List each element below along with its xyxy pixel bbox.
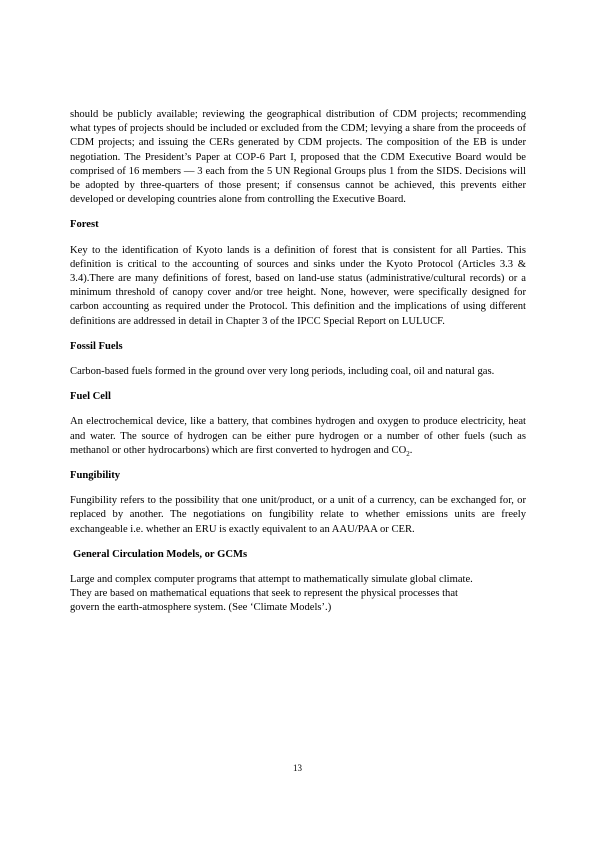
fungibility-definition: Fungibility refers to the possibility that one unit/product, or a unit of a currency, can be exchanged for, or replaced by another. The negotiations on fungibility relate to whether emissions units are freely exchangeable i.e. whether an ERU is exactly equivalent to an AAU/PAA or CER. [70, 495, 526, 535]
fuel-cell-definition [70, 415, 526, 458]
forest-heading: Forest [70, 219, 99, 231]
co2-subscript: 2 [406, 449, 410, 458]
fuel-cell-definition-end: . [409, 444, 413, 456]
fuel-cell-heading: Fuel Cell [70, 391, 111, 403]
gcm-heading: General Circulation Models, or GCMs [73, 548, 248, 560]
page-number: 13 [293, 763, 302, 773]
gcm-definition [70, 573, 526, 616]
page-content [70, 108, 526, 616]
gcm-definition-line-3: govern the earth-atmosphere system. (See ‘Climate Models’.) [70, 602, 332, 614]
gcm-definition-line-2: They are based on mathematical equations that seek to represent the physical processes that [70, 588, 459, 600]
fuel-cell-definition-text: An electrochemical device, like a battery, that combines hydrogen and oxygen to produce electricity, heat and water. The source of hydrogen can be either pure hydrogen or a number of other fuels (such as methanol or other hydrocarbons) which are first converted to hydrogen and CO [70, 416, 526, 456]
gcm-definition-line-1: Large and complex computer programs that attempt to mathematically simulate global climate. [70, 574, 473, 586]
intro-paragraph: should be publicly available; reviewing the geographical distribution of CDM projects; recommending what types of projects should be included or excluded from the CDM; levying a share from the proceeds of CDM projects; and issuing the CERs generated by CDM projects. The composition of the EB is under negotiation. The President’s Paper at COP-6 Part I, proposed that the CDM Executive Board would be comprised of 16 members — 3 each from the 5 UN Regional Groups plus 1 from the SIDS. Decisions will be adopted by three-quarters of those present; if consensus cannot be achieved, this prevents either developed or developing countries alone from controlling the Executive Board. [70, 109, 526, 206]
forest-definition: Key to the identification of Kyoto lands is a definition of forest that is consistent for all Parties. This definition is critical to the accounting of sources and sinks under the Kyoto Protocol (Articles 3.3 & 3.4).There are many definitions of forest, based on land-use status (administrative/cultural records) or a minimum threshold of canopy cover and/or tree height. None, however, were specifically designed for carbon accounting as required under the Protocol. This definition and the implications of using different definitions are addressed in detail in Chapter 3 of the IPCC Special Report on LULUCF. [70, 244, 526, 327]
fossil-fuels-heading: Fossil Fuels [70, 340, 123, 352]
fungibility-heading: Fungibility [70, 470, 121, 482]
fossil-fuels-definition: Carbon-based fuels formed in the ground over very long periods, including coal, oil and natural gas. [70, 366, 495, 378]
